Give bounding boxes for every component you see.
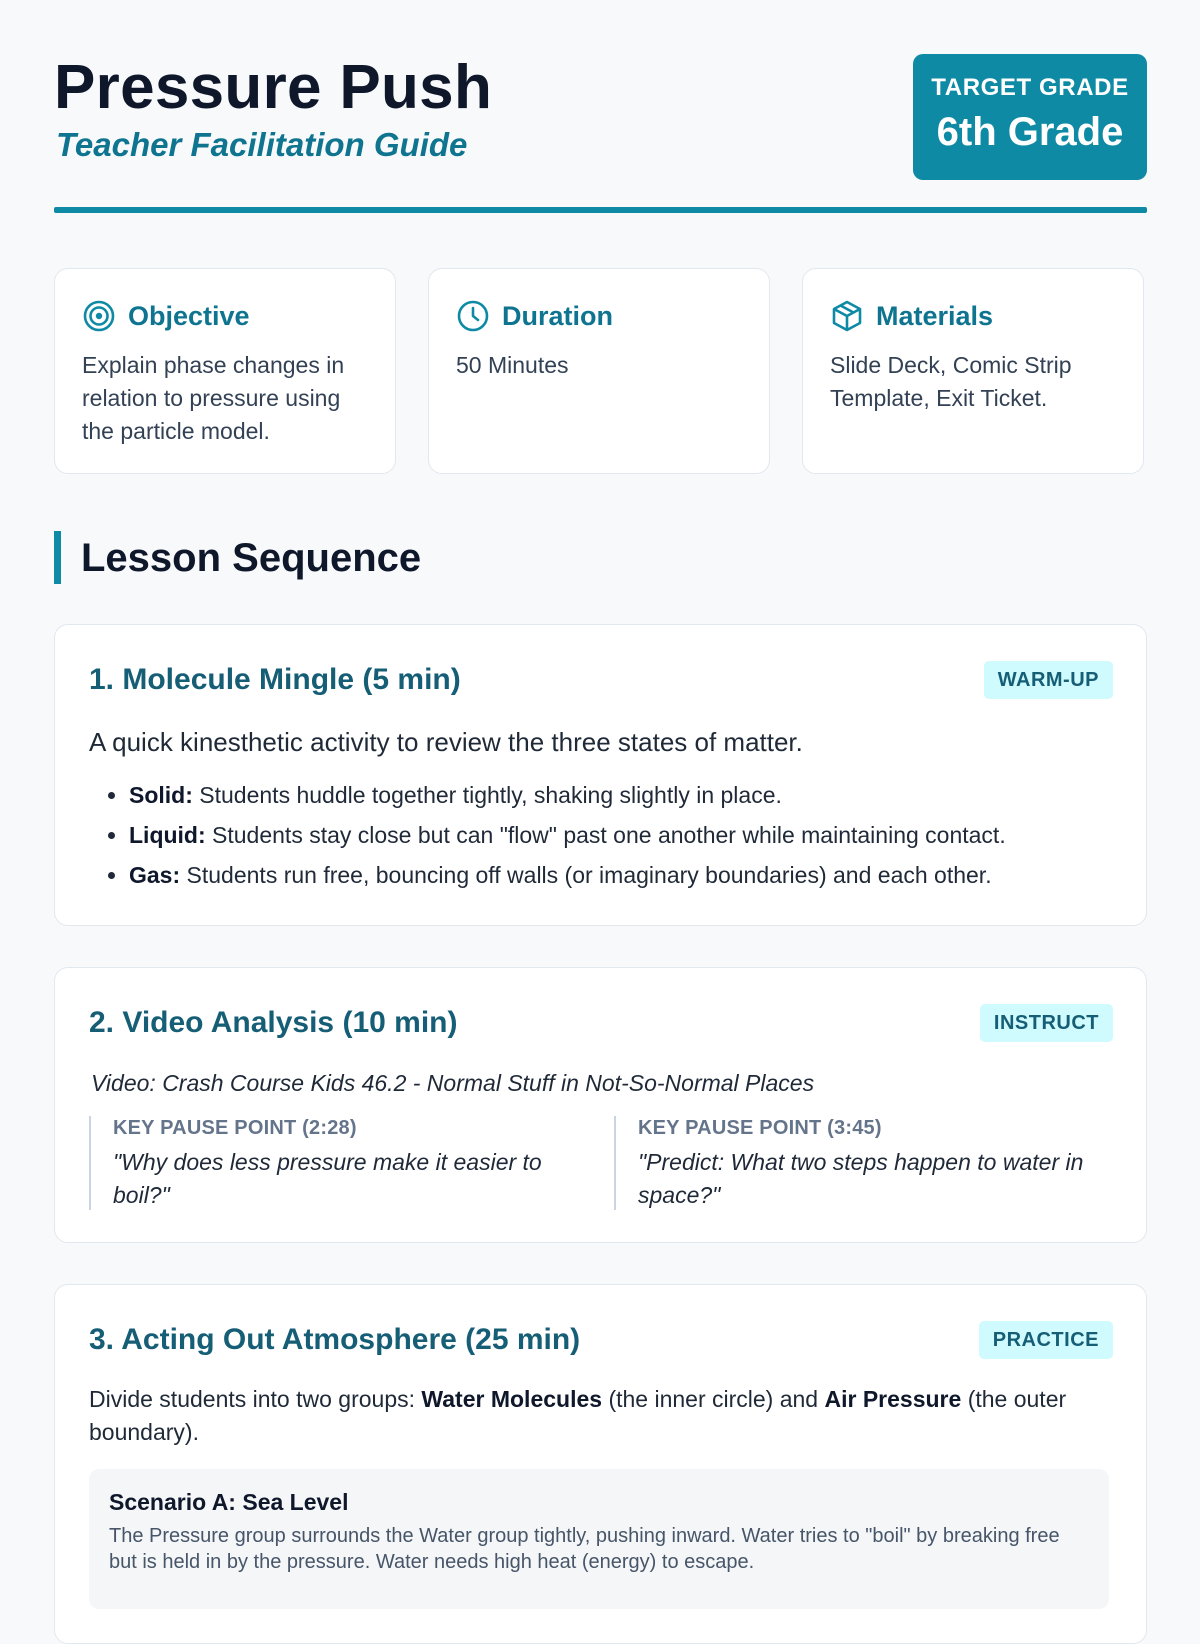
objective-text: Explain phase changes in relation to pressure using the particle model. [82,352,345,444]
state-text: Students stay close but can "flow" past one another while maintaining contact. [205,822,1006,848]
state-text: Students run free, bouncing off walls (or imaginary boundaries) and each other. [180,862,992,888]
pause-question: "Why does less pressure make it easier to boil?" [113,1149,542,1208]
materials-heading: Materials [876,301,994,331]
step-video-analysis [54,967,1147,1243]
info-cards [54,268,1147,476]
step-acting-out-atmosphere [54,1284,1147,1644]
page-subtitle: Teacher Facilitation Guide [56,126,468,163]
step-tag: WARM-UP [984,661,1113,699]
section-accent-bar [54,531,61,584]
pause-question: "Predict: What two steps happen to water in space?" [638,1149,1084,1208]
state-text: Students huddle together tightly, shaking slightly in place. [192,782,782,808]
page-header [54,52,1147,212]
group-name-air: Air Pressure [824,1386,962,1412]
state-term: Solid: [129,782,193,808]
scenario-text: The Pressure group surrounds the Water group tightly, pushing inward. Water tries to "boil" by breaking free but is held in by the pressure. Water needs high heat (energy) to escape. [109,1525,1060,1573]
target-icon [82,299,116,333]
states-list [89,775,1006,895]
target-grade-badge [913,54,1147,180]
page-title: Pressure Push [54,53,493,122]
section-title: Lesson Sequence [81,536,422,580]
step-title: 2. Video Analysis (10 min) [89,1006,458,1039]
scenario-title: Scenario A: Sea Level [109,1489,349,1515]
header-divider [54,207,1147,213]
list-item [129,815,1006,855]
step-description: A quick kinesthetic activity to review the three states of matter. [89,727,803,757]
materials-text: Slide Deck, Comic Strip Template, Exit Ticket. [830,352,1072,411]
step-tag: INSTRUCT [980,1004,1113,1042]
group-name-water: Water Molecules [421,1386,603,1412]
pause-label: KEY PAUSE POINT (2:28) [113,1117,357,1139]
list-item [129,775,1006,815]
step-molecule-mingle [54,624,1147,926]
scenario-box [89,1469,1109,1609]
pause-point-2 [614,1116,1084,1210]
group-instructions [89,1383,1106,1449]
box-icon [830,299,864,333]
duration-card [428,268,770,474]
list-item [129,855,1006,895]
state-term: Gas: [129,862,181,888]
duration-text: 50 Minutes [456,352,569,378]
pause-point-1 [89,1116,559,1210]
step-title: 3. Acting Out Atmosphere (25 min) [89,1323,581,1356]
instruction-text: Divide students into two groups: [89,1386,422,1412]
pause-label: KEY PAUSE POINT (3:45) [638,1117,882,1139]
grade-value: 6th Grade [936,110,1124,154]
step-tag: PRACTICE [979,1321,1113,1359]
instruction-text: (the outer boundary). [89,1386,1067,1445]
instruction-text: (the inner circle) and [602,1386,825,1412]
state-term: Liquid: [129,822,206,848]
objective-heading: Objective [128,301,250,331]
materials-card [802,268,1144,474]
video-reference: Video: Crash Course Kids 46.2 - Normal Stuff in Not-So-Normal Places [91,1070,815,1096]
grade-label: TARGET GRADE [931,74,1129,101]
objective-card [54,268,396,474]
clock-icon [456,299,490,333]
duration-heading: Duration [502,301,613,331]
step-title: 1. Molecule Mingle (5 min) [89,663,461,696]
